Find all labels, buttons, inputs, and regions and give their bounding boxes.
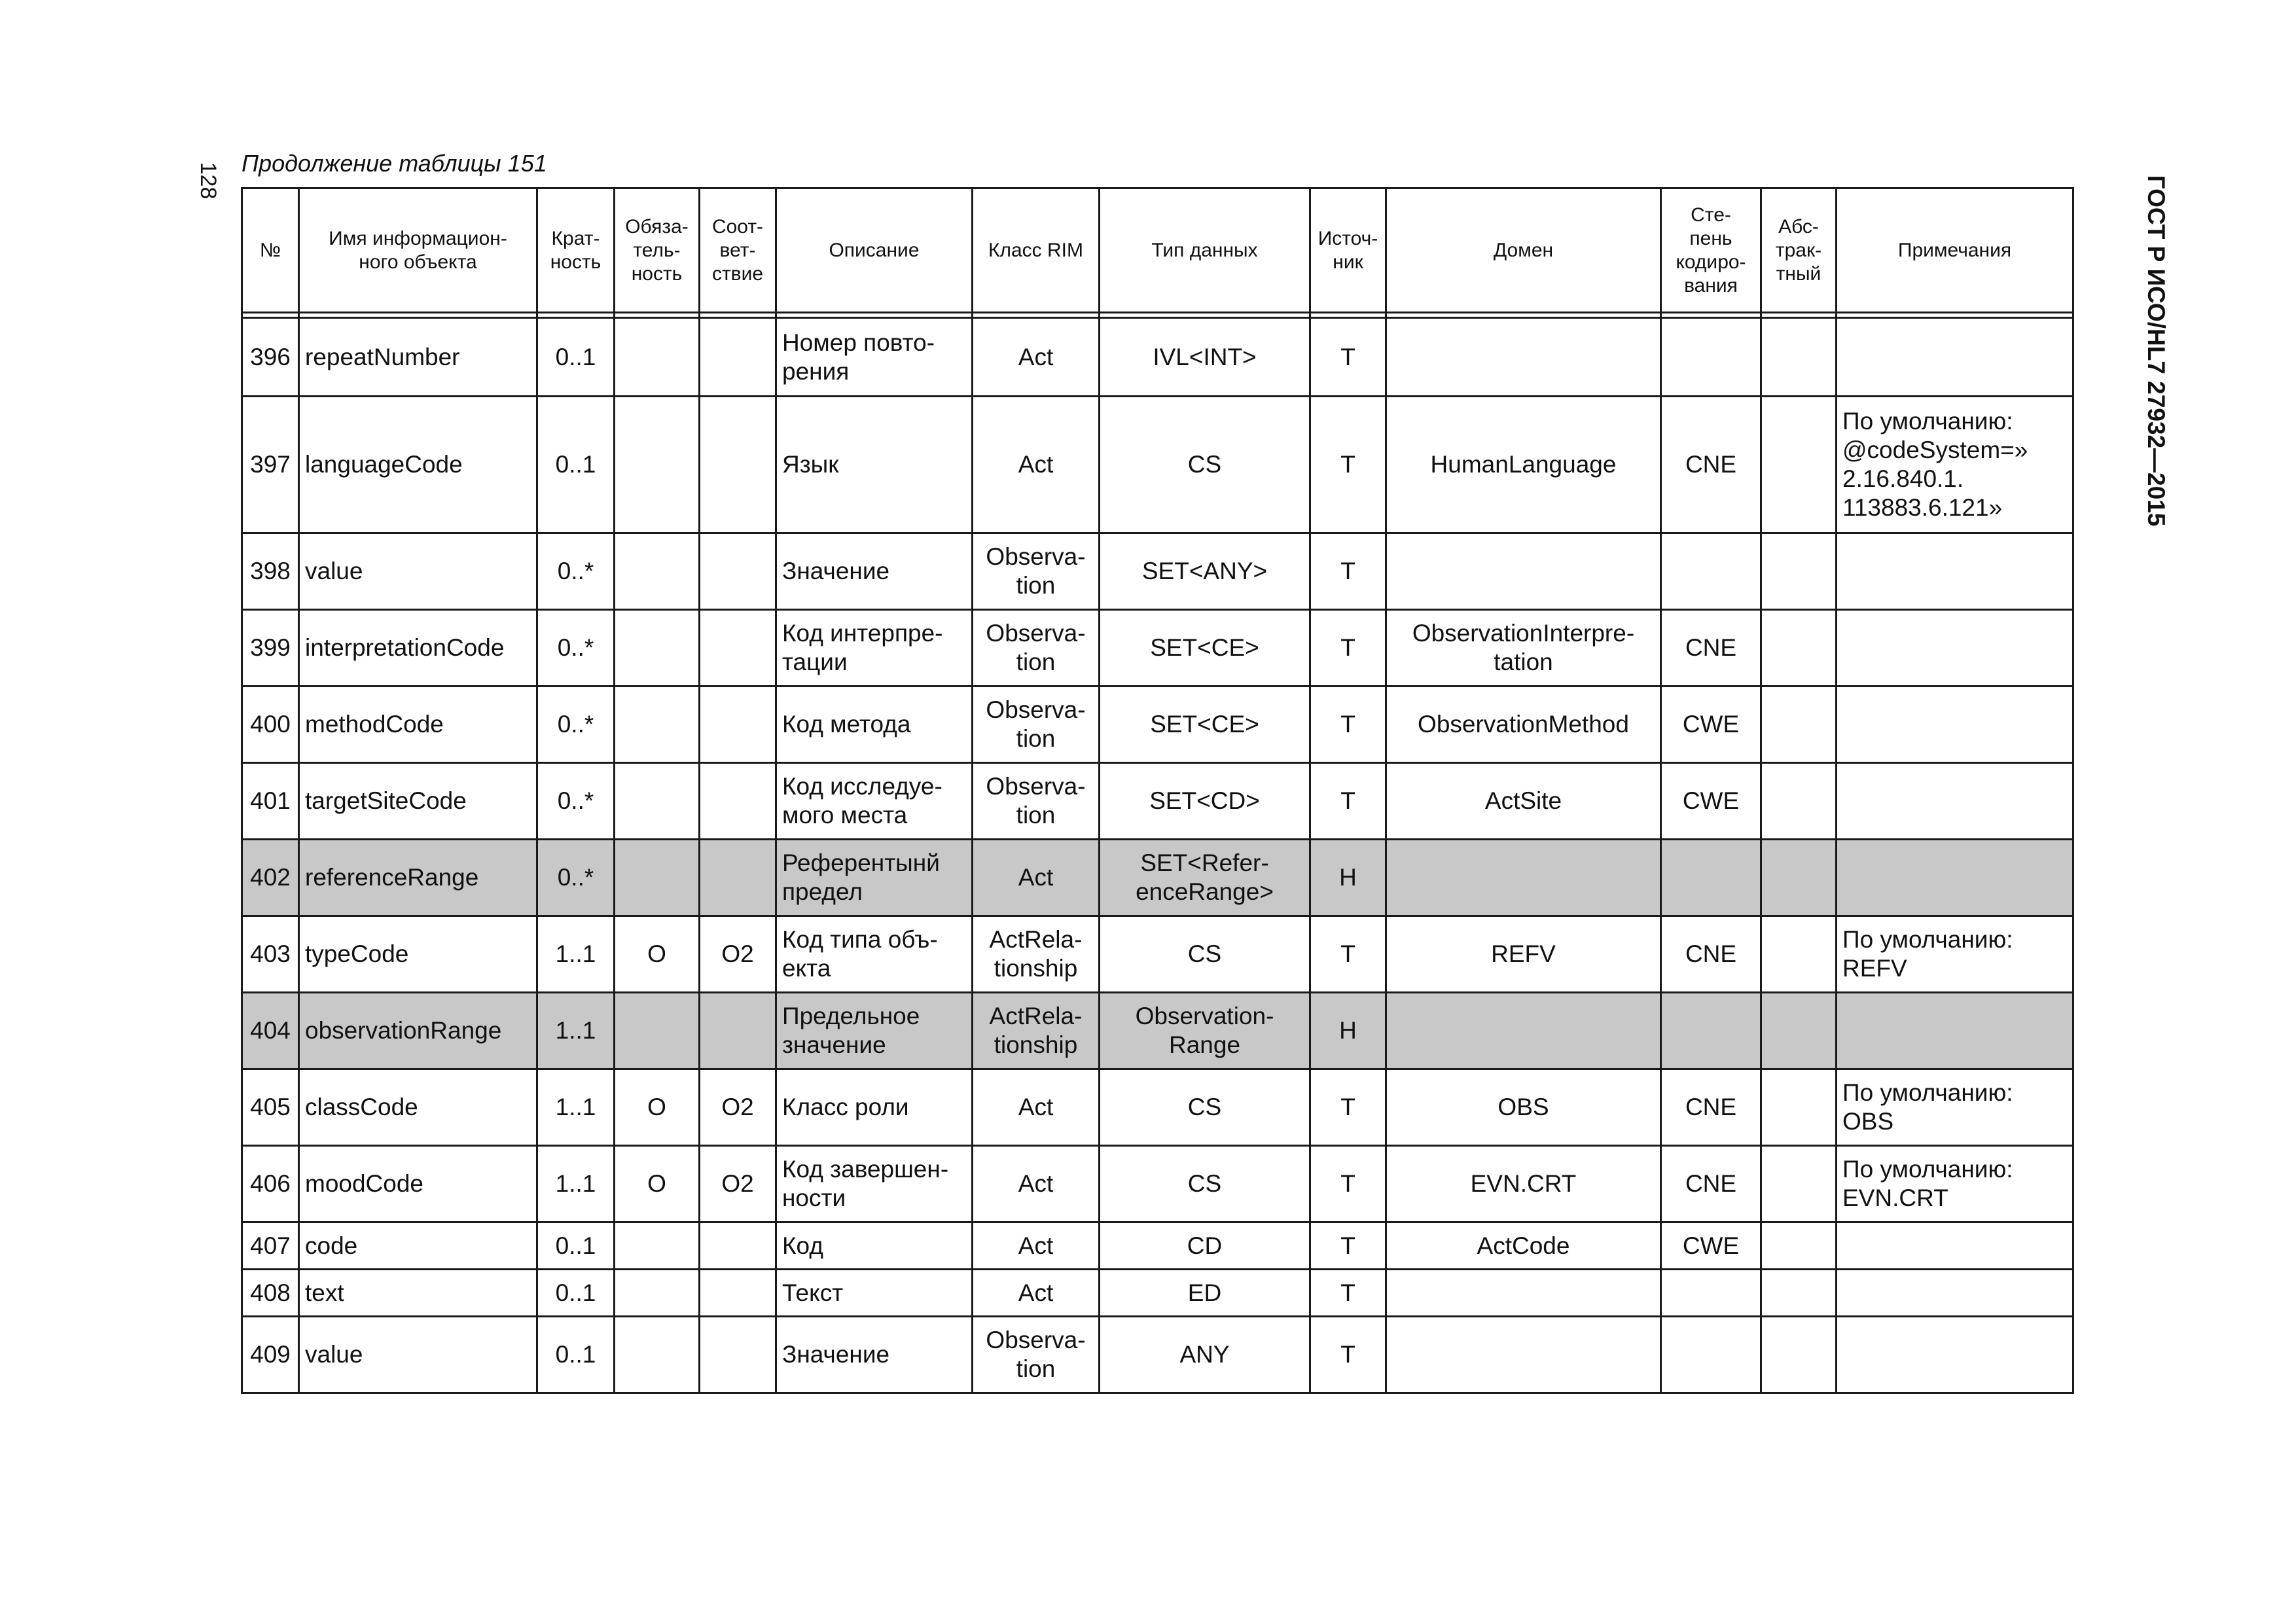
cell-data-type: SET<CD> bbox=[1100, 763, 1310, 840]
cell-abstract bbox=[1761, 533, 1837, 610]
cell-description: Значение bbox=[776, 533, 973, 610]
cell-mandatory: O bbox=[615, 1069, 700, 1146]
cell-data-type: SET<Refer- enceRange> bbox=[1100, 840, 1310, 916]
cell-cardinality: 0..* bbox=[537, 610, 615, 687]
cell-description: Код типа объ- екта bbox=[776, 916, 973, 993]
cell-name: repeatNumber bbox=[299, 318, 537, 397]
cell-domain bbox=[1386, 1317, 1661, 1393]
cell-conformance bbox=[700, 993, 776, 1069]
cell-mandatory bbox=[615, 1270, 700, 1317]
header-coding-strength: Сте- пень кодиро- вания bbox=[1661, 188, 1761, 313]
cell-coding-strength bbox=[1661, 840, 1761, 916]
cell-rim-class: Act bbox=[973, 1146, 1100, 1222]
table-row bbox=[242, 916, 2073, 993]
cell-cardinality: 0..* bbox=[537, 687, 615, 763]
table-row bbox=[242, 1069, 2073, 1146]
cell-source: T bbox=[1310, 763, 1386, 840]
cell-abstract bbox=[1761, 916, 1837, 993]
cell-data-type: IVL<INT> bbox=[1100, 318, 1310, 397]
cell-coding-strength: CNE bbox=[1661, 916, 1761, 993]
cell-notes bbox=[1837, 1270, 2073, 1317]
cell-mandatory bbox=[615, 318, 700, 397]
cell-name: interpretationCode bbox=[299, 610, 537, 687]
table-row bbox=[242, 1222, 2073, 1270]
cell-mandatory bbox=[615, 840, 700, 916]
cell-description: Референтынй предел bbox=[776, 840, 973, 916]
cell-mandatory bbox=[615, 610, 700, 687]
cell-domain: EVN.CRT bbox=[1386, 1146, 1661, 1222]
cell-num: 398 bbox=[242, 533, 299, 610]
cell-abstract bbox=[1761, 687, 1837, 763]
cell-mandatory bbox=[615, 687, 700, 763]
cell-coding-strength: CNE bbox=[1661, 1146, 1761, 1222]
cell-abstract bbox=[1761, 993, 1837, 1069]
table-row bbox=[242, 318, 2073, 397]
cell-coding-strength: CWE bbox=[1661, 687, 1761, 763]
cell-description: Предельное значение bbox=[776, 993, 973, 1069]
table-row bbox=[242, 1146, 2073, 1222]
cell-name: value bbox=[299, 1317, 537, 1393]
cell-conformance bbox=[700, 840, 776, 916]
cell-notes bbox=[1837, 763, 2073, 840]
cell-abstract bbox=[1761, 610, 1837, 687]
cell-cardinality: 1..1 bbox=[537, 916, 615, 993]
cell-abstract bbox=[1761, 1069, 1837, 1146]
cell-description: Код bbox=[776, 1222, 973, 1270]
cell-data-type: SET<CE> bbox=[1100, 687, 1310, 763]
cell-num: 403 bbox=[242, 916, 299, 993]
cell-abstract bbox=[1761, 763, 1837, 840]
table-row bbox=[242, 533, 2073, 610]
header-mandatory: Обяза- тель- ность bbox=[615, 188, 700, 313]
cell-domain: OBS bbox=[1386, 1069, 1661, 1146]
cell-num: 401 bbox=[242, 763, 299, 840]
cell-cardinality: 0..* bbox=[537, 763, 615, 840]
cell-data-type: CD bbox=[1100, 1222, 1310, 1270]
cell-conformance: O2 bbox=[700, 916, 776, 993]
cell-conformance bbox=[700, 610, 776, 687]
cell-source: T bbox=[1310, 916, 1386, 993]
table-body bbox=[242, 313, 2073, 1393]
cell-name: languageCode bbox=[299, 397, 537, 533]
cell-notes bbox=[1837, 1317, 2073, 1393]
cell-name: observationRange bbox=[299, 993, 537, 1069]
cell-domain: ObservationInterpre- tation bbox=[1386, 610, 1661, 687]
cell-abstract bbox=[1761, 1317, 1837, 1393]
cell-name: typeCode bbox=[299, 916, 537, 993]
cell-description: Код завершен- ности bbox=[776, 1146, 973, 1222]
cell-rim-class: ActRela- tionship bbox=[973, 916, 1100, 993]
header-row bbox=[242, 188, 2073, 313]
cell-coding-strength: CWE bbox=[1661, 1222, 1761, 1270]
header-notes: Примечания bbox=[1837, 188, 2073, 313]
cell-data-type: Observation- Range bbox=[1100, 993, 1310, 1069]
cell-cardinality: 0..1 bbox=[537, 397, 615, 533]
cell-mandatory: O bbox=[615, 916, 700, 993]
table-row bbox=[242, 763, 2073, 840]
cell-domain: ActCode bbox=[1386, 1222, 1661, 1270]
cell-rim-class: Observa- tion bbox=[973, 610, 1100, 687]
cell-notes: По умолчанию: EVN.CRT bbox=[1837, 1146, 2073, 1222]
header-source: Источ- ник bbox=[1310, 188, 1386, 313]
cell-rim-class: Act bbox=[973, 318, 1100, 397]
cell-rim-class: Act bbox=[973, 1270, 1100, 1317]
cell-abstract bbox=[1761, 1222, 1837, 1270]
cell-abstract bbox=[1761, 318, 1837, 397]
header-name: Имя информацион- ного объекта bbox=[299, 188, 537, 313]
cell-rim-class: Observa- tion bbox=[973, 763, 1100, 840]
cell-notes bbox=[1837, 840, 2073, 916]
cell-abstract bbox=[1761, 1270, 1837, 1317]
cell-abstract bbox=[1761, 840, 1837, 916]
cell-num: 399 bbox=[242, 610, 299, 687]
specification-table bbox=[241, 187, 2074, 1394]
cell-description: Код исследуе- мого места bbox=[776, 763, 973, 840]
cell-domain bbox=[1386, 1270, 1661, 1317]
cell-notes bbox=[1837, 318, 2073, 397]
cell-rim-class: Observa- tion bbox=[973, 687, 1100, 763]
cell-conformance bbox=[700, 763, 776, 840]
table-row bbox=[242, 1317, 2073, 1393]
cell-coding-strength bbox=[1661, 993, 1761, 1069]
cell-domain: HumanLanguage bbox=[1386, 397, 1661, 533]
cell-coding-strength: CNE bbox=[1661, 610, 1761, 687]
cell-description: Код интерпре- тации bbox=[776, 610, 973, 687]
cell-coding-strength: CNE bbox=[1661, 397, 1761, 533]
cell-source: T bbox=[1310, 1222, 1386, 1270]
cell-name: referenceRange bbox=[299, 840, 537, 916]
cell-notes bbox=[1837, 993, 2073, 1069]
header-separator bbox=[242, 313, 2073, 318]
cell-notes bbox=[1837, 687, 2073, 763]
cell-conformance: O2 bbox=[700, 1069, 776, 1146]
header-cardinality: Крат- ность bbox=[537, 188, 615, 313]
cell-data-type: SET<ANY> bbox=[1100, 533, 1310, 610]
cell-domain: REFV bbox=[1386, 916, 1661, 993]
cell-num: 406 bbox=[242, 1146, 299, 1222]
cell-domain bbox=[1386, 318, 1661, 397]
cell-description: Язык bbox=[776, 397, 973, 533]
cell-mandatory bbox=[615, 1222, 700, 1270]
cell-conformance bbox=[700, 318, 776, 397]
cell-mandatory bbox=[615, 397, 700, 533]
cell-rim-class: Act bbox=[973, 1222, 1100, 1270]
cell-source: T bbox=[1310, 533, 1386, 610]
cell-num: 405 bbox=[242, 1069, 299, 1146]
cell-mandatory: O bbox=[615, 1146, 700, 1222]
cell-source: T bbox=[1310, 1146, 1386, 1222]
cell-name: targetSiteCode bbox=[299, 763, 537, 840]
header-domain: Домен bbox=[1386, 188, 1661, 313]
table-row bbox=[242, 687, 2073, 763]
cell-cardinality: 0..* bbox=[537, 840, 615, 916]
cell-domain bbox=[1386, 533, 1661, 610]
cell-coding-strength bbox=[1661, 533, 1761, 610]
cell-mandatory bbox=[615, 1317, 700, 1393]
cell-source: T bbox=[1310, 397, 1386, 533]
cell-conformance bbox=[700, 1317, 776, 1393]
cell-name: value bbox=[299, 533, 537, 610]
cell-conformance bbox=[700, 687, 776, 763]
cell-source: T bbox=[1310, 1069, 1386, 1146]
cell-source: H bbox=[1310, 840, 1386, 916]
cell-num: 397 bbox=[242, 397, 299, 533]
cell-data-type: CS bbox=[1100, 397, 1310, 533]
cell-data-type: ED bbox=[1100, 1270, 1310, 1317]
cell-notes bbox=[1837, 610, 2073, 687]
table-row bbox=[242, 840, 2073, 916]
cell-source: T bbox=[1310, 1270, 1386, 1317]
cell-cardinality: 1..1 bbox=[537, 1146, 615, 1222]
cell-cardinality: 0..1 bbox=[537, 1317, 615, 1393]
cell-description: Номер повто- рения bbox=[776, 318, 973, 397]
header-conformance: Соот- вет- ствие bbox=[700, 188, 776, 313]
cell-rim-class: Act bbox=[973, 397, 1100, 533]
cell-num: 396 bbox=[242, 318, 299, 397]
cell-description: Текст bbox=[776, 1270, 973, 1317]
cell-abstract bbox=[1761, 1146, 1837, 1222]
cell-source: T bbox=[1310, 610, 1386, 687]
cell-domain: ActSite bbox=[1386, 763, 1661, 840]
cell-data-type: SET<CE> bbox=[1100, 610, 1310, 687]
cell-cardinality: 0..1 bbox=[537, 1270, 615, 1317]
cell-rim-class: Observa- tion bbox=[973, 1317, 1100, 1393]
cell-source: T bbox=[1310, 687, 1386, 763]
cell-domain: ObservationMethod bbox=[1386, 687, 1661, 763]
cell-notes bbox=[1837, 533, 2073, 610]
cell-description: Значение bbox=[776, 1317, 973, 1393]
cell-num: 404 bbox=[242, 993, 299, 1069]
cell-cardinality: 1..1 bbox=[537, 993, 615, 1069]
cell-domain bbox=[1386, 993, 1661, 1069]
header-num: № bbox=[242, 188, 299, 313]
table-row bbox=[242, 993, 2073, 1069]
header-rim-class: Класс RIM bbox=[973, 188, 1100, 313]
cell-name: moodCode bbox=[299, 1146, 537, 1222]
header-abstract: Абс- трак- тный bbox=[1761, 188, 1837, 313]
cell-coding-strength: CWE bbox=[1661, 763, 1761, 840]
cell-data-type: ANY bbox=[1100, 1317, 1310, 1393]
cell-conformance bbox=[700, 1222, 776, 1270]
cell-source: T bbox=[1310, 1317, 1386, 1393]
cell-abstract bbox=[1761, 397, 1837, 533]
cell-notes: По умолчанию: OBS bbox=[1837, 1069, 2073, 1146]
cell-mandatory bbox=[615, 533, 700, 610]
cell-num: 400 bbox=[242, 687, 299, 763]
cell-description: Класс роли bbox=[776, 1069, 973, 1146]
cell-coding-strength bbox=[1661, 318, 1761, 397]
cell-name: classCode bbox=[299, 1069, 537, 1146]
cell-name: methodCode bbox=[299, 687, 537, 763]
page-number: 128 bbox=[196, 162, 221, 200]
cell-description: Код метода bbox=[776, 687, 973, 763]
cell-domain bbox=[1386, 840, 1661, 916]
cell-data-type: CS bbox=[1100, 1146, 1310, 1222]
cell-notes: По умолчанию: @codeSystem=» 2.16.840.1. 113883.6.121» bbox=[1837, 397, 2073, 533]
cell-coding-strength: CNE bbox=[1661, 1069, 1761, 1146]
cell-cardinality: 0..* bbox=[537, 533, 615, 610]
table-caption: Продолжение таблицы 151 bbox=[242, 150, 547, 177]
cell-cardinality: 1..1 bbox=[537, 1069, 615, 1146]
cell-coding-strength bbox=[1661, 1270, 1761, 1317]
cell-num: 408 bbox=[242, 1270, 299, 1317]
cell-cardinality: 0..1 bbox=[537, 318, 615, 397]
cell-num: 407 bbox=[242, 1222, 299, 1270]
cell-source: T bbox=[1310, 318, 1386, 397]
cell-num: 402 bbox=[242, 840, 299, 916]
cell-name: code bbox=[299, 1222, 537, 1270]
cell-conformance bbox=[700, 397, 776, 533]
cell-mandatory bbox=[615, 763, 700, 840]
cell-notes bbox=[1837, 1222, 2073, 1270]
cell-name: text bbox=[299, 1270, 537, 1317]
cell-cardinality: 0..1 bbox=[537, 1222, 615, 1270]
cell-rim-class: ActRela- tionship bbox=[973, 993, 1100, 1069]
cell-notes: По умолчанию: REFV bbox=[1837, 916, 2073, 993]
cell-source: H bbox=[1310, 993, 1386, 1069]
cell-mandatory bbox=[615, 993, 700, 1069]
cell-rim-class: Observa- tion bbox=[973, 533, 1100, 610]
header-description: Описание bbox=[776, 188, 973, 313]
cell-data-type: CS bbox=[1100, 916, 1310, 993]
cell-conformance bbox=[700, 533, 776, 610]
table-row bbox=[242, 610, 2073, 687]
document-code: ГОСТ Р ИСО/HL7 27932—2015 bbox=[2143, 175, 2170, 527]
cell-rim-class: Act bbox=[973, 1069, 1100, 1146]
cell-rim-class: Act bbox=[973, 840, 1100, 916]
table-row bbox=[242, 397, 2073, 533]
cell-coding-strength bbox=[1661, 1317, 1761, 1393]
cell-data-type: CS bbox=[1100, 1069, 1310, 1146]
cell-conformance: O2 bbox=[700, 1146, 776, 1222]
cell-conformance bbox=[700, 1270, 776, 1317]
table-row bbox=[242, 1270, 2073, 1317]
header-data-type: Тип данных bbox=[1100, 188, 1310, 313]
cell-num: 409 bbox=[242, 1317, 299, 1393]
